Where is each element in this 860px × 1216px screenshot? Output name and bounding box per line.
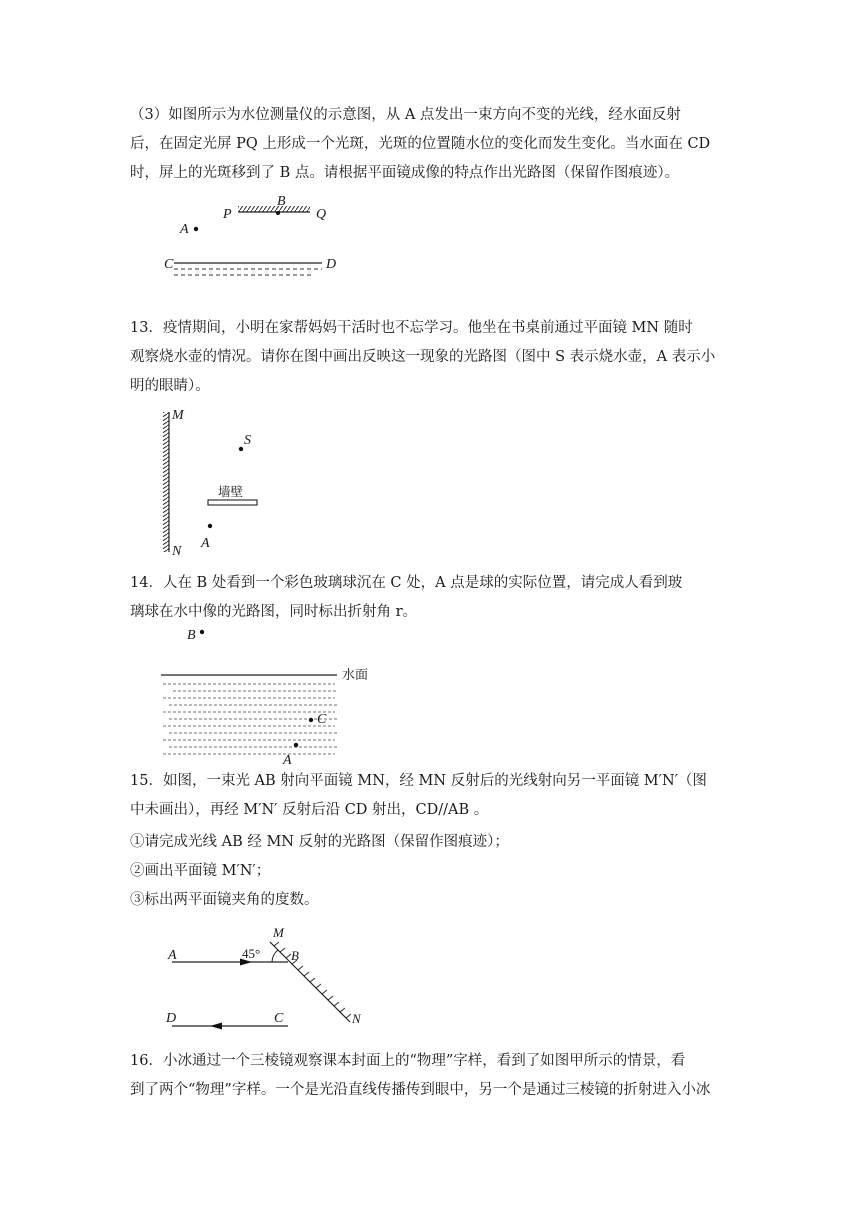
label-b: B [277, 194, 286, 209]
label-p: P [223, 207, 232, 222]
two-mirrors-figure [160, 922, 380, 1034]
label-c: C [274, 1011, 284, 1026]
label-b: B [187, 628, 196, 643]
wall-block [208, 500, 257, 505]
q15-item-3: ③标出两平面镜夹角的度数。 [130, 892, 319, 908]
label-a: A [201, 536, 210, 551]
point-c-dot [309, 718, 313, 722]
point-s-dot [239, 447, 243, 451]
q12-3-text-line-3: 时，屏上的光斑移到了 B 点。请根据平面镜成像的特点作出光路图（保留作图痕迹）。 [130, 165, 680, 181]
screen-pq-hatch [238, 206, 310, 212]
label-c: C [164, 257, 174, 272]
q12-3-text-line-1: （3）如图所示为水位测量仪的示意图，从 A 点发出一束方向不变的光线，经水面反射 [130, 107, 681, 123]
label-a: A [180, 222, 189, 237]
q16-text-line-2: 到了两个“物理”字样。一个是光沿直线传播传到眼中，另一个是通过三棱镜的折射进入小冰 [130, 1082, 711, 1098]
q13-text-line-2: 观察烧水壶的情况。请你在图中画出反映这一现象的光路图（图中 S 表示烧水壶，A 表示小 [130, 349, 716, 365]
label-d: D [166, 1011, 177, 1026]
label-c: C [317, 712, 327, 727]
label-b: B [291, 948, 299, 963]
point-b-dot [200, 630, 204, 634]
label-s: S [244, 433, 251, 448]
mirror-mn-hatch [274, 942, 351, 1018]
ray-cd-arrow [210, 1023, 222, 1030]
angle-arc [272, 950, 278, 962]
point-a-dot [194, 227, 198, 231]
q14-text-line-2: 璃球在水中像的光路图，同时标出折射角 r。 [130, 604, 418, 620]
point-a-dot [294, 743, 298, 747]
label-a: A [283, 753, 292, 768]
label-wall: 墙壁 [218, 484, 244, 499]
q13-text-line-3: 明的眼睛）。 [130, 378, 210, 394]
label-q: Q [316, 207, 327, 222]
label-m: M [172, 408, 184, 423]
q14-text-line-1: 14．人在 B 处看到一个彩色玻璃球沉在 C 处，A 点是球的实际位置，请完成人看到玻 [130, 575, 683, 591]
label-n: N [352, 1011, 361, 1026]
q16-text-line-1: 16．小冰通过一个三棱镜观察课本封面上的“物理”字样，看到了如图甲所示的情景，看 [130, 1053, 686, 1069]
glass-ball-figure [155, 622, 385, 767]
q15-text-line-2: 中未画出），再经 M′N′ 反射后沿 CD 射出，CD//AB 。 [130, 802, 489, 818]
label-water: 水面 [342, 668, 369, 683]
label-d: D [326, 257, 337, 272]
label-a: A [168, 948, 177, 963]
q12-3-text-line-2: 后，在固定光屏 PQ 上形成一个光斑，光斑的位置随水位的变化而发生变化。当水面在 CD [130, 136, 711, 152]
point-b-dot [276, 211, 280, 215]
q15-item-2: ②画出平面镜 M′N′； [130, 863, 271, 879]
q15-item-1: ①请完成光线 AB 经 MN 反射的光路图（保留作图痕迹）； [130, 834, 509, 850]
mirror-mn-hatch [163, 412, 169, 552]
label-angle: 45° [242, 946, 261, 961]
q15-text-line-1: 15．如图，一束光 AB 射向平面镜 MN，经 MN 反射后的光线射向另一平面镜 M′N′（图 [130, 773, 707, 789]
label-m: M [273, 925, 284, 940]
q13-text-line-1: 13．疫情期间，小明在家帮妈妈干活时也不忘学习。他坐在书桌前通过平面镜 MN 随时 [130, 320, 693, 336]
point-a-dot [208, 524, 212, 528]
mirror-kettle-figure [155, 402, 275, 562]
water-level-figure [160, 192, 360, 282]
label-n: N [172, 544, 182, 559]
